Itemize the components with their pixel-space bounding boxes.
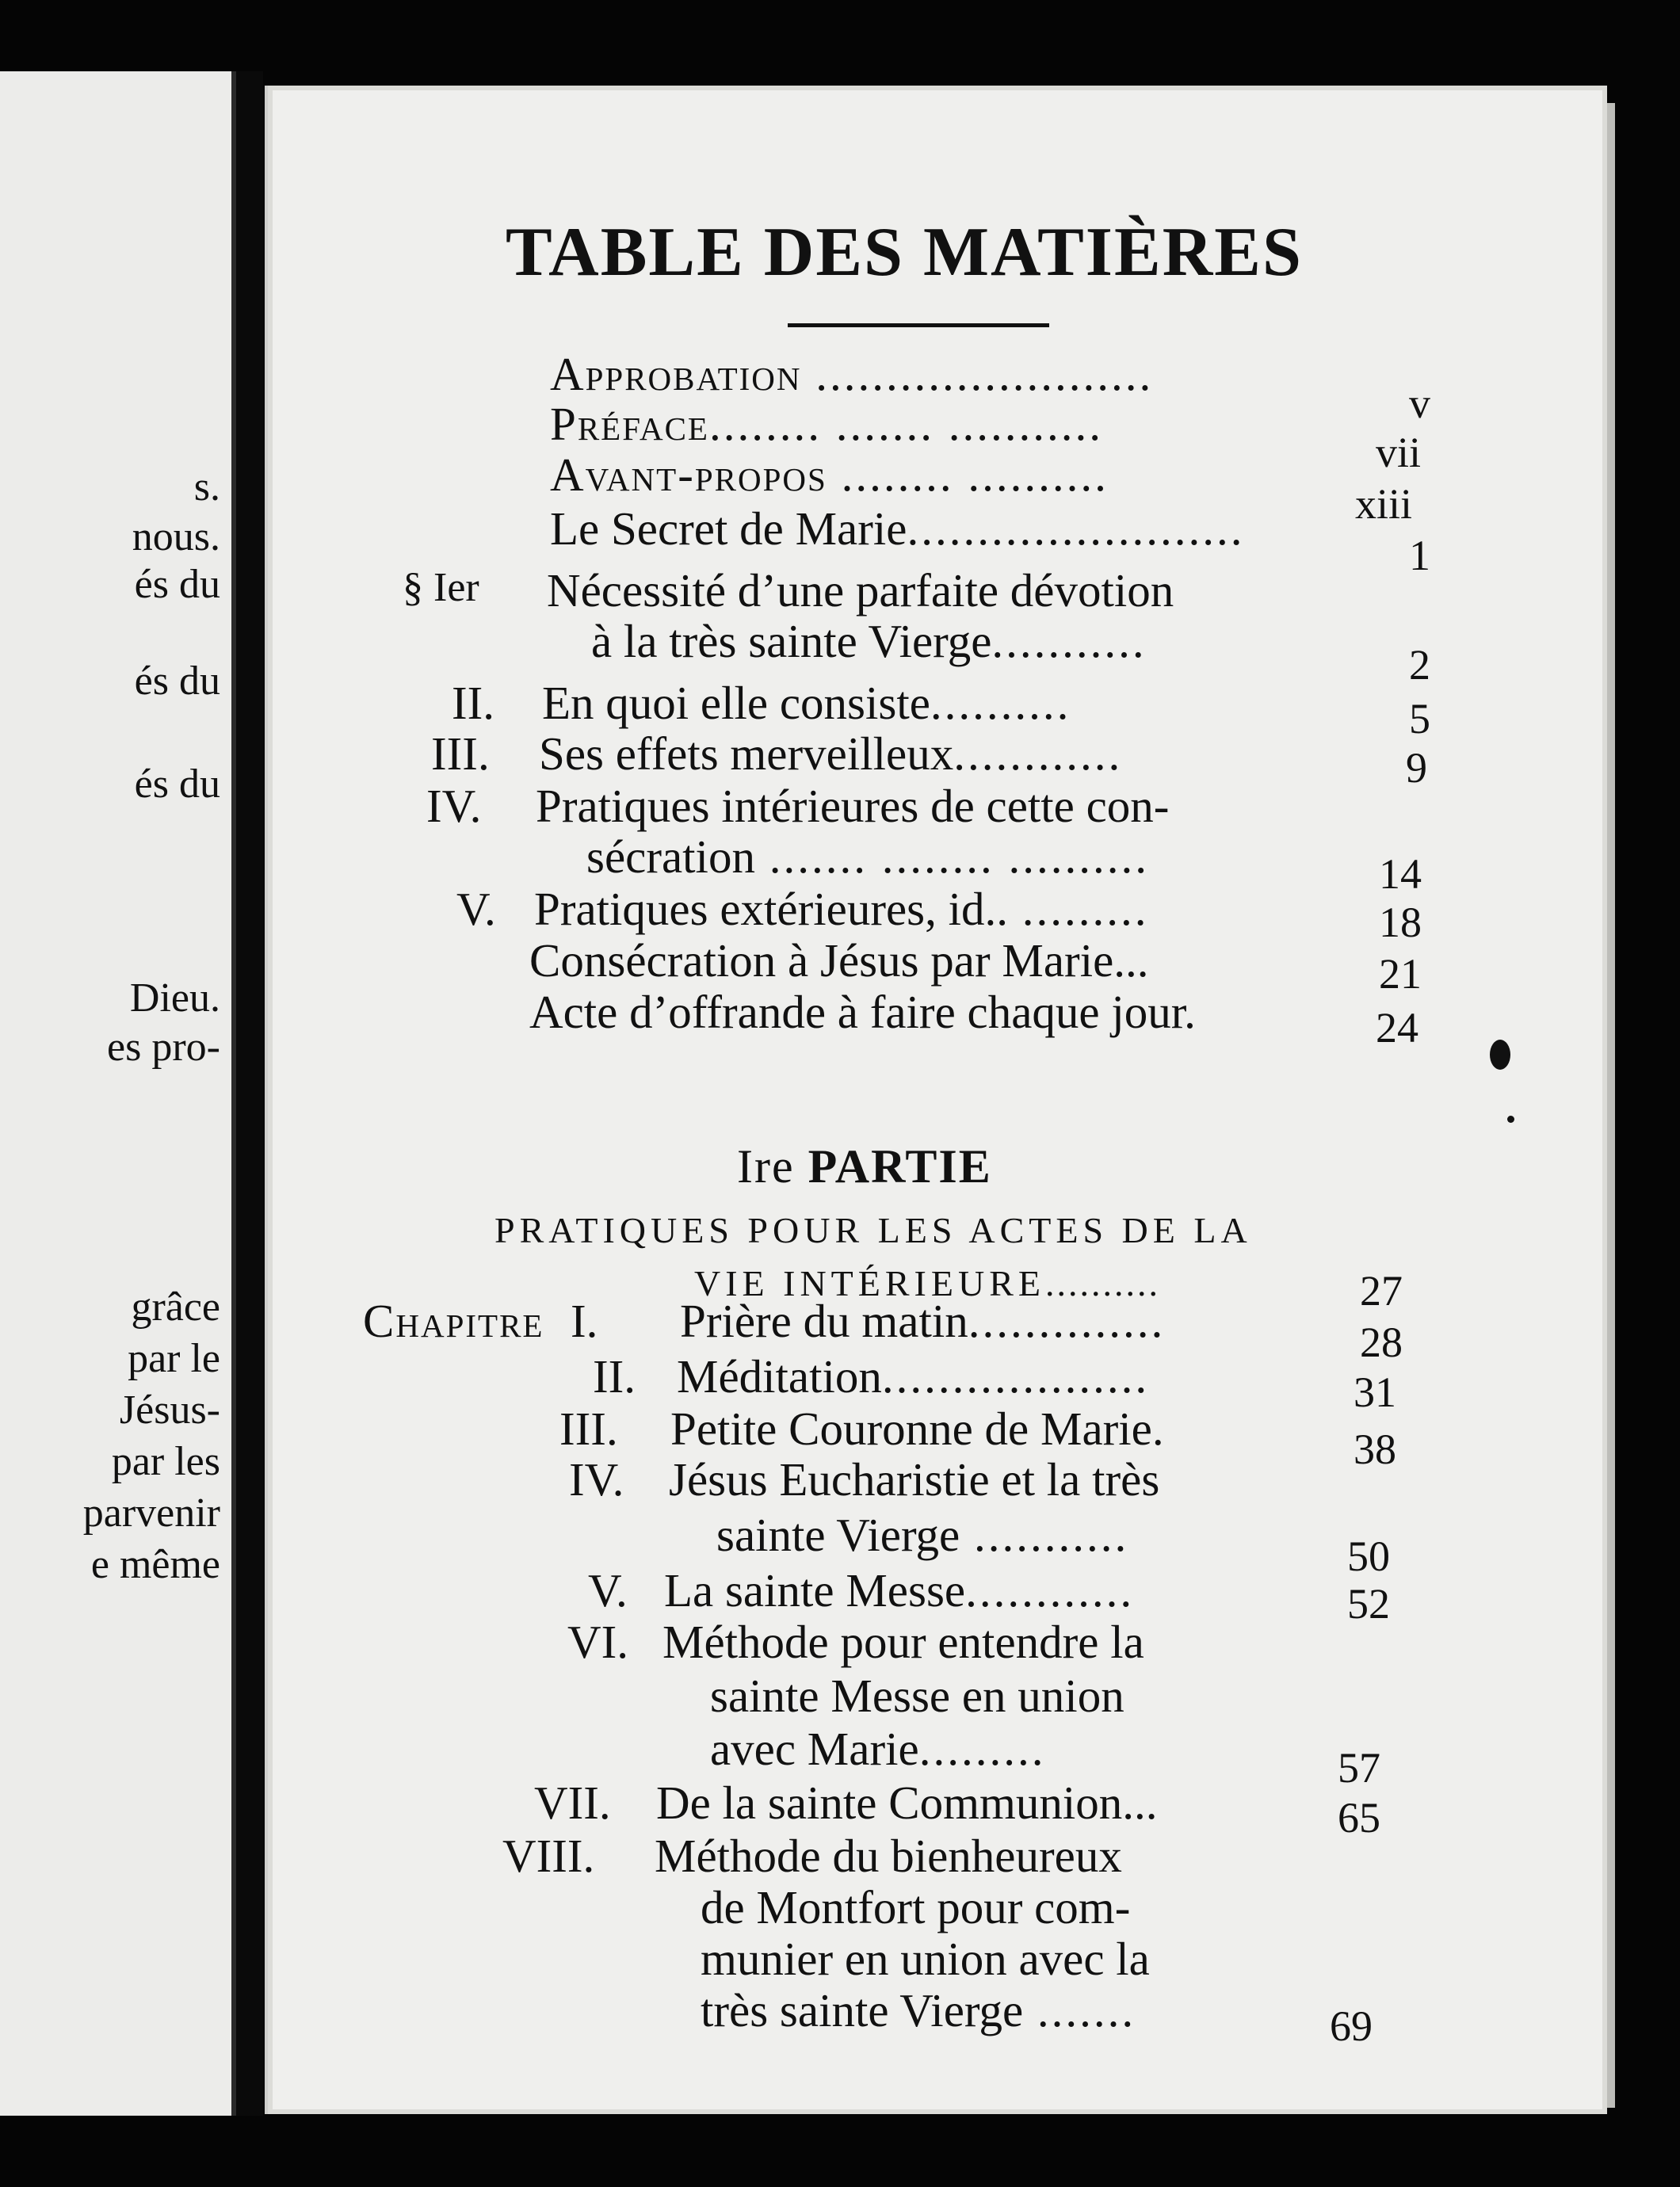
toc-entry-chapter: Petite Couronne de Marie. bbox=[670, 1403, 1164, 1455]
chapter-mark: VIII. bbox=[502, 1830, 595, 1882]
page-number: 65 bbox=[1338, 1794, 1380, 1842]
toc-entry-continuation: avec Marie......... bbox=[710, 1723, 1046, 1775]
toc-entry-chapter: Méthode du bienheureux bbox=[655, 1830, 1122, 1882]
section-mark: III. bbox=[431, 727, 490, 780]
toc-entry-effets: Ses effets merveilleux............ bbox=[539, 727, 1123, 780]
toc-label: Prière du matin bbox=[680, 1295, 968, 1347]
book-spine bbox=[236, 71, 263, 2116]
left-fragment: e même bbox=[90, 1542, 220, 1587]
section-mark: § Ier bbox=[403, 565, 479, 610]
page-number: vii bbox=[1376, 429, 1422, 476]
toc-entry-chapter: Prière du matin.............. bbox=[680, 1295, 1166, 1347]
chapter-mark: VII. bbox=[534, 1777, 611, 1829]
page-number: 5 bbox=[1409, 695, 1430, 742]
toc-entry-chapter: Jésus Eucharistie et la très bbox=[669, 1453, 1160, 1506]
page-number: 24 bbox=[1376, 1004, 1418, 1052]
page-number: 27 bbox=[1360, 1267, 1403, 1315]
partie-subheading-continuation: VIE INTÉRIEURE.......... bbox=[694, 1263, 1160, 1303]
page-number: 52 bbox=[1347, 1580, 1390, 1628]
title-rule bbox=[788, 323, 1049, 327]
page-number: 1 bbox=[1409, 532, 1430, 579]
toc-entry-preface: Préface........ ....... ........... bbox=[550, 398, 1103, 450]
table-of-contents-page bbox=[265, 86, 1607, 2114]
toc-label: En quoi elle consiste bbox=[542, 677, 930, 729]
toc-entry-chapter: La sainte Messe............ bbox=[664, 1564, 1135, 1616]
left-fragment: parvenir bbox=[82, 1490, 220, 1536]
left-fragment: s. bbox=[193, 464, 220, 510]
toc-label: Avant-propos bbox=[550, 448, 827, 501]
left-fragment: grâce bbox=[131, 1284, 220, 1330]
chapter-mark: V. bbox=[588, 1564, 628, 1616]
page-number: 28 bbox=[1360, 1319, 1403, 1366]
toc-entry-acte: Acte d’offrande à faire chaque jour. bbox=[529, 986, 1196, 1038]
toc-entry-necessite: Nécessité d’une parfaite dévotion bbox=[547, 564, 1174, 616]
page-number: 14 bbox=[1379, 850, 1422, 898]
left-page bbox=[0, 71, 236, 2116]
toc-label: Approbation bbox=[550, 348, 802, 400]
left-fragment: Jésus- bbox=[119, 1387, 220, 1433]
page-number: 2 bbox=[1409, 641, 1430, 689]
left-fragment: es pro- bbox=[107, 1025, 220, 1070]
chapter-mark: IV. bbox=[569, 1453, 624, 1506]
chapitre-label: Chapitre bbox=[363, 1295, 544, 1347]
partie-ordinal: Ire bbox=[737, 1140, 795, 1193]
left-fragment: és du bbox=[134, 658, 220, 704]
toc-entry-continuation: munier en union avec la bbox=[701, 1933, 1150, 1985]
toc-label: très sainte Vierge bbox=[701, 1984, 1024, 2036]
chapter-mark: II. bbox=[593, 1350, 636, 1403]
left-fragment: és du bbox=[134, 761, 220, 807]
toc-entry-chapter: Méditation................... bbox=[677, 1350, 1150, 1403]
left-fragment: par les bbox=[111, 1439, 220, 1484]
left-fragment: nous. bbox=[132, 514, 220, 559]
toc-entry-continuation: à la très sainte Vierge........... bbox=[591, 615, 1147, 667]
toc-entry-continuation: sainte Vierge ........... bbox=[716, 1509, 1129, 1561]
toc-label: La sainte Messe bbox=[664, 1564, 966, 1616]
partie-subheading: PRATIQUES POUR LES ACTES DE LA bbox=[494, 1210, 1252, 1250]
partie-heading bbox=[737, 1139, 992, 1194]
toc-entry-secret: Le Secret de Marie........................ bbox=[550, 502, 1245, 555]
page-number: 21 bbox=[1379, 950, 1422, 998]
page-title: TABLE DES MATIÈRES bbox=[506, 214, 1303, 291]
toc-label: Ses effets merveilleux bbox=[539, 727, 954, 780]
toc-entry-avant-propos: Avant-propos ........ .......... bbox=[550, 448, 1109, 501]
toc-label: Pratiques extérieures, id.. bbox=[534, 883, 1009, 935]
left-fragment: par le bbox=[128, 1336, 220, 1381]
toc-entry-chapter: Méthode pour entendre la bbox=[662, 1616, 1144, 1668]
left-fragment: Dieu. bbox=[129, 975, 220, 1021]
partie-title: PARTIE bbox=[808, 1140, 992, 1193]
page-number: xiii bbox=[1355, 480, 1413, 528]
toc-label: à la très sainte Vierge bbox=[591, 615, 992, 667]
toc-entry-continuation: de Montfort pour com- bbox=[701, 1881, 1131, 1933]
page-number: 69 bbox=[1330, 2002, 1373, 2050]
page-number: 50 bbox=[1347, 1532, 1390, 1580]
chapter-mark: VI. bbox=[567, 1616, 629, 1668]
page-number: 9 bbox=[1406, 744, 1427, 792]
toc-entry-pratiques-interieures: Pratiques intérieures de cette con- bbox=[536, 780, 1170, 832]
section-mark: II. bbox=[452, 677, 495, 729]
page-number: 57 bbox=[1338, 1744, 1380, 1792]
toc-label: avec Marie bbox=[710, 1723, 919, 1775]
section-mark: V. bbox=[456, 883, 496, 935]
page-number: 18 bbox=[1379, 899, 1422, 946]
toc-entry-en-quoi: En quoi elle consiste.......... bbox=[542, 677, 1071, 729]
chapter-mark: I. bbox=[571, 1295, 598, 1347]
page-number: v bbox=[1409, 380, 1430, 427]
toc-label: Préface bbox=[550, 398, 709, 450]
ink-speck bbox=[1507, 1116, 1514, 1123]
page-number: 31 bbox=[1354, 1368, 1396, 1416]
toc-label: Le Secret de Marie bbox=[550, 502, 907, 555]
toc-label: VIE INTÉRIEURE bbox=[694, 1263, 1045, 1303]
toc-label: Méditation bbox=[677, 1350, 882, 1403]
page-number: 38 bbox=[1354, 1426, 1396, 1473]
toc-entry-continuation: très sainte Vierge ....... bbox=[701, 1984, 1136, 2036]
chapter-mark: III. bbox=[559, 1403, 618, 1455]
toc-entry-continuation: sécration ....... ........ .......... bbox=[586, 830, 1149, 883]
toc-entry-pratiques-exterieures: Pratiques extérieures, id.. ......... bbox=[534, 883, 1149, 935]
left-fragment: és du bbox=[134, 562, 220, 607]
toc-entry-consecration: Consécration à Jésus par Marie... bbox=[529, 934, 1149, 987]
toc-entry-chapter: De la sainte Communion... bbox=[656, 1777, 1158, 1829]
toc-entry-approbation: Approbation ........................ bbox=[550, 348, 1154, 400]
toc-entry-continuation: sainte Messe en union bbox=[710, 1670, 1124, 1722]
toc-label: sainte Vierge bbox=[716, 1509, 960, 1561]
section-mark: IV. bbox=[426, 780, 482, 832]
toc-label: sécration bbox=[586, 830, 755, 883]
ink-blot bbox=[1490, 1040, 1510, 1070]
